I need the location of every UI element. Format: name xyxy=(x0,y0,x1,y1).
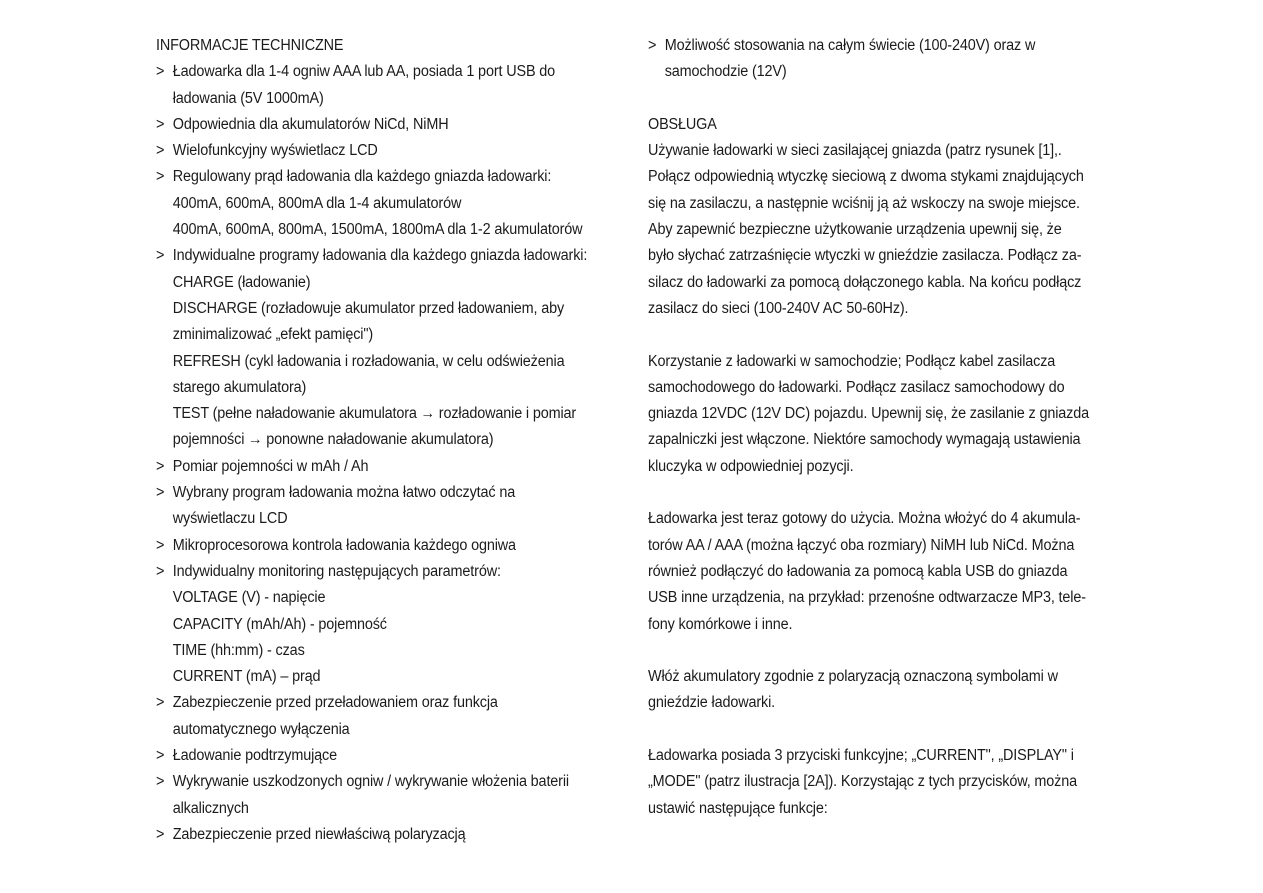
list-item xyxy=(156,533,640,559)
paragraph-line: kluczyka w odpowiedniej pozycji. xyxy=(648,457,854,475)
left-column xyxy=(156,33,640,848)
list-item-line: CAPACITY (mAh/Ah) - pojemność xyxy=(172,615,387,633)
list-item-line: > Ładowarka dla 1-4 ogniw AAA lub AA, posiada 1 port USB do xyxy=(172,63,556,81)
list-item xyxy=(156,822,640,848)
list-item-line: samochodzie (12V) xyxy=(664,63,787,81)
paragraph-line: zapalniczki jest włączone. Niektóre samochody wymagają ustawienia xyxy=(648,431,1081,449)
paragraph-line: było słychać zatrzaśnięcie wtyczki w gnieździe zasilacza. Podłącz za- xyxy=(648,247,1082,265)
paragraph-line: USB inne urządzenia, na przykład: przenośne odtwarzacze MP3, tele- xyxy=(648,589,1086,607)
list-item-line: ładowania (5V 1000mA) xyxy=(172,89,324,107)
list-item-line: TIME (hh:mm) - czas xyxy=(172,641,305,659)
section-heading-technical-info: INFORMACJE TECHNICZNE xyxy=(156,37,344,54)
paragraph-line: Ładowarka posiada 3 przyciski funkcyjne; „CURRENT", „DISPLAY" i xyxy=(648,747,1074,765)
spacer xyxy=(648,322,1108,348)
list-item-line: zminimalizować „efekt pamięci") xyxy=(172,326,373,344)
section-heading-operation: OBSŁUGA xyxy=(648,115,717,133)
paragraph-line: Ładowarka jest teraz gotowy do użycia. Można włożyć do 4 akumula- xyxy=(648,510,1081,528)
technical-info-list xyxy=(156,59,640,848)
list-item-line: > Odpowiednia dla akumulatorów NiCd, NiMH xyxy=(172,115,449,133)
list-item-line: > Wybrany program ładowania można łatwo odczytać na xyxy=(172,484,516,502)
paragraph-line: również podłączyć do ładowania za pomocą kabla USB do gniazda xyxy=(648,562,1068,580)
list-item-line: VOLTAGE (V) - napięcie xyxy=(172,589,326,607)
list-item-line: > Indywidualne programy ładowania dla każdego gniazda ładowarki: xyxy=(172,247,588,265)
paragraph-line: Korzystanie z ładowarki w samochodzie; Podłącz kabel zasilacza xyxy=(648,352,1056,370)
paragraph-line: silacz do ładowarki za pomocą dołączonego kabla. Na końcu podłącz xyxy=(648,273,1082,291)
list-item xyxy=(156,164,640,243)
operation-paragraphs xyxy=(648,138,1108,822)
list-item xyxy=(156,559,640,690)
list-item-line: 400mA, 600mA, 800mA, 1500mA, 1800mA dla 1-2 akumulatorów xyxy=(172,221,583,239)
paragraph-line: Połącz odpowiednią wtyczkę sieciową z dwoma stykami znajdujących xyxy=(648,168,1084,186)
list-item-line: > Indywidualny monitoring następujących parametrów: xyxy=(172,562,501,580)
list-item xyxy=(156,743,640,769)
paragraph-line: „MODE" (patrz ilustracja [2A]). Korzystając z tych przycisków, można xyxy=(648,773,1078,791)
paragraph-line: zasilacz do sieci (100-240V AC 50-60Hz). xyxy=(648,299,909,317)
spacer xyxy=(648,86,1108,112)
paragraph xyxy=(648,506,1108,637)
list-item-line: 400mA, 600mA, 800mA dla 1-4 akumulatorów xyxy=(172,194,462,212)
list-item-line: alkalicznych xyxy=(172,799,249,817)
paragraph-line: gniazda 12VDC (12V DC) pojazdu. Upewnij się, że zasilanie z gniazda xyxy=(648,405,1089,423)
right-column xyxy=(648,33,1108,822)
list-item xyxy=(156,690,640,743)
list-item-line: > Zabezpieczenie przed przeładowaniem oraz funkcja xyxy=(172,694,498,712)
list-item xyxy=(648,33,1108,86)
list-item-line: > Możliwość stosowania na całym świecie (100-240V) oraz w xyxy=(664,37,1036,54)
list-item xyxy=(156,769,640,822)
paragraph xyxy=(648,743,1108,822)
list-item-line: CHARGE (ładowanie) xyxy=(172,273,311,291)
list-item-line: DISCHARGE (rozładowuje akumulator przed ładowaniem, aby xyxy=(172,299,565,317)
list-item-line: > Mikroprocesorowa kontrola ładowania każdego ogniwa xyxy=(172,536,516,554)
paragraph-line: ustawić następujące funkcje: xyxy=(648,799,828,817)
paragraph-line: gnieździe ładowarki. xyxy=(648,694,776,712)
list-item-line: CURRENT (mA) – prąd xyxy=(172,668,321,686)
paragraph xyxy=(648,138,1108,322)
spacer xyxy=(648,480,1108,506)
paragraph xyxy=(648,664,1108,717)
list-item-line: > Regulowany prąd ładowania dla każdego gniazda ładowarki: xyxy=(172,168,552,186)
paragraph-line: fony komórkowe i inne. xyxy=(648,615,793,633)
paragraph-line: Aby zapewnić bezpieczne użytkowanie urządzenia upewnij się, że xyxy=(648,221,1062,239)
list-item-line: pojemności → ponowne naładowanie akumulatora) xyxy=(172,431,494,449)
list-item-line: > Ładowanie podtrzymujące xyxy=(172,747,338,765)
list-item-line: > Wielofunkcyjny wyświetlacz LCD xyxy=(172,142,378,160)
spacer xyxy=(648,638,1108,664)
list-item-line: starego akumulatora) xyxy=(172,378,307,396)
list-item xyxy=(156,454,640,480)
list-item-line: wyświetlaczu LCD xyxy=(172,510,288,528)
list-item xyxy=(156,59,640,112)
list-item xyxy=(156,138,640,164)
list-item xyxy=(156,480,640,533)
list-item-line: automatycznego wyłączenia xyxy=(172,720,350,738)
paragraph-line: samochodowego do ładowarki. Podłącz zasilacz samochodowy do xyxy=(648,378,1065,396)
list-item xyxy=(156,243,640,453)
list-item-line: > Wykrywanie uszkodzonych ogniw / wykrywanie włożenia baterii xyxy=(172,773,569,791)
paragraph-line: Używanie ładowarki w sieci zasilającej gniazda (patrz rysunek [1],. xyxy=(648,142,1062,160)
list-item-line: > Pomiar pojemności w mAh / Ah xyxy=(172,457,369,475)
list-item-line: > Zabezpieczenie przed niewłaściwą polaryzacją xyxy=(172,825,466,843)
paragraph-line: Włóż akumulatory zgodnie z polaryzacją oznaczoną symbolami w xyxy=(648,668,1058,686)
spacer xyxy=(648,717,1108,743)
paragraph xyxy=(648,349,1108,480)
paragraph-line: się na zasilaczu, a następnie wciśnij ją aż wskoczy na swoje miejsce. xyxy=(648,194,1080,212)
list-item xyxy=(156,112,640,138)
paragraph-line: torów AA / AAA (można łączyć oba rozmiary) NiMH lub NiCd. Można xyxy=(648,536,1075,554)
list-item-line: REFRESH (cykl ładowania i rozładowania, w celu odświeżenia xyxy=(172,352,565,370)
list-item-line: TEST (pełne naładowanie akumulatora → rozładowanie i pomiar xyxy=(172,405,577,423)
